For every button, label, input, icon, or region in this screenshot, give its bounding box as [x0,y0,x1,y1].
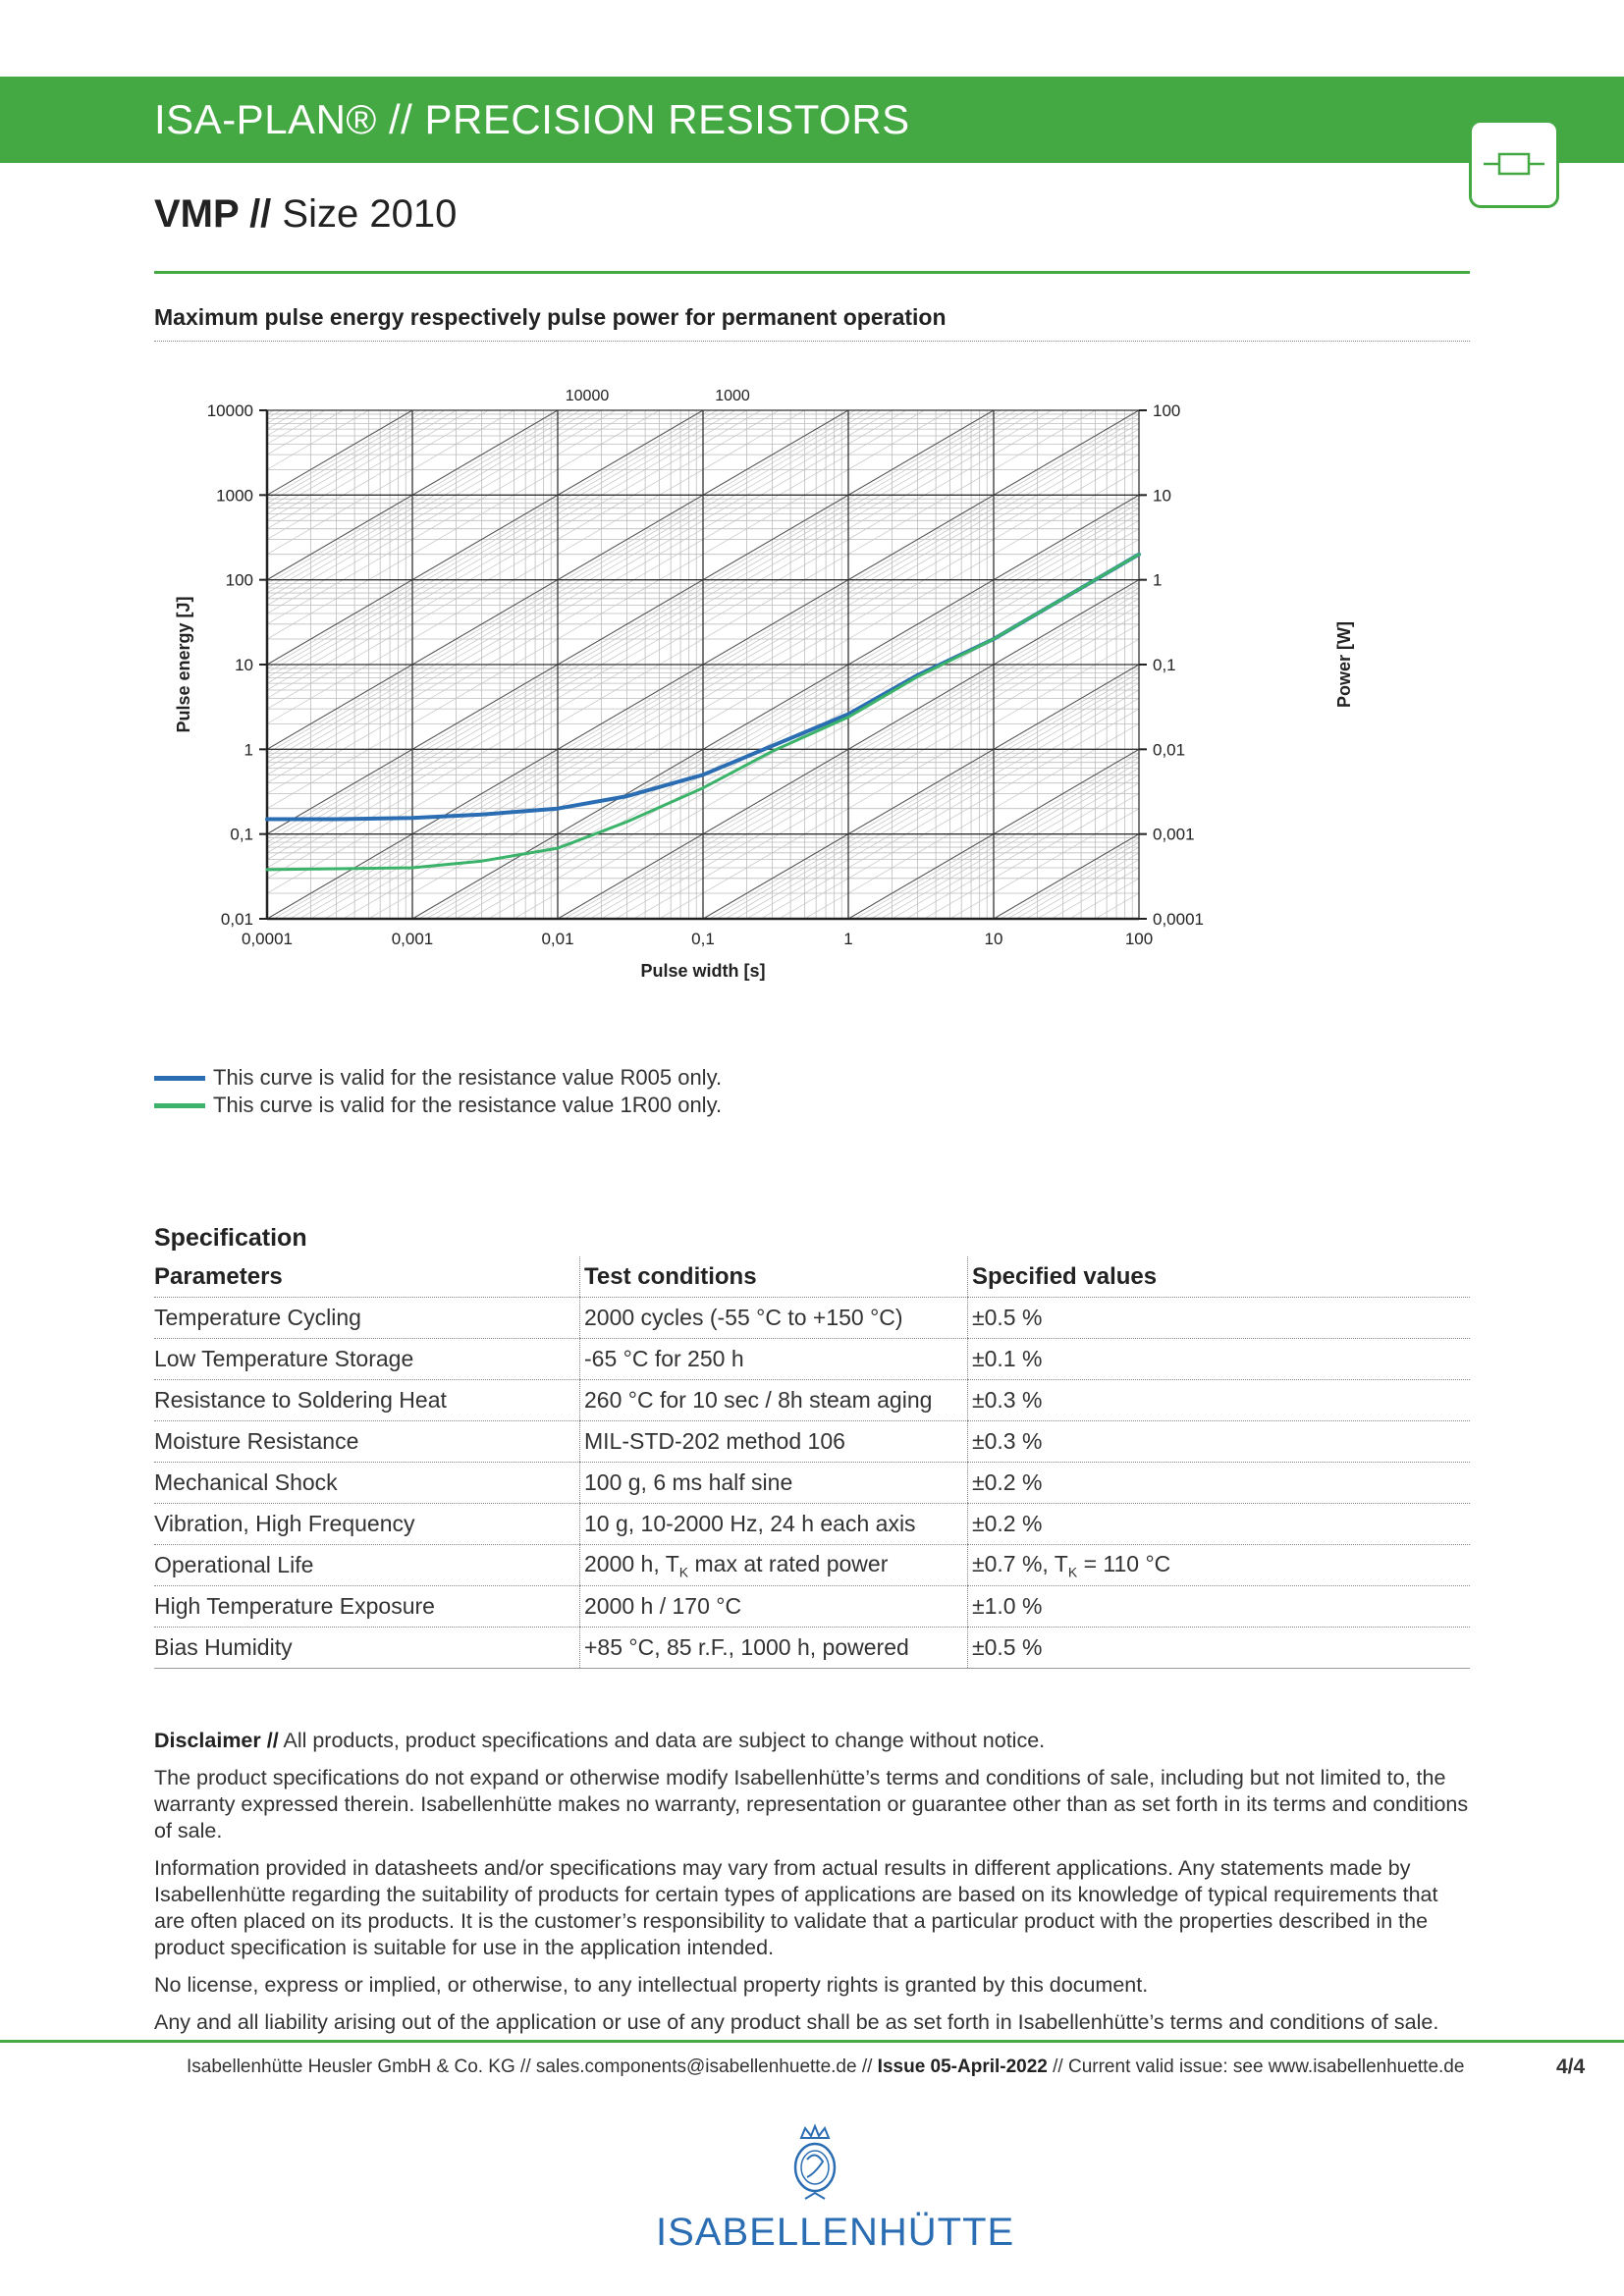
cell-test-condition-text: 100 g, 6 ms half sine [584,1469,793,1495]
cell-test-condition-text: +85 °C, 85 r.F., 1000 h, powered [584,1634,909,1660]
cell-test-condition [580,1586,968,1628]
cell-specified-value [968,1586,1471,1628]
diagonal-power-minor [267,363,1139,385]
cell-parameter [154,1421,580,1463]
cell-parameter-text: Vibration, High Frequency [154,1511,415,1536]
footer-rule [0,2040,1624,2043]
cell-specified-value [968,1339,1471,1380]
disclaimer-label: Disclaimer // [154,1729,279,1752]
cell-test-condition-text: -65 °C for 250 h [584,1346,744,1371]
header-test-conditions: Test conditions [580,1256,968,1298]
cell-specified-value-text: ±0.2 % [972,1469,1043,1495]
cell-test-condition [580,1380,968,1421]
cell-specified-value [968,1545,1471,1586]
diagonal-power-minor [267,363,1139,370]
y2-tick-label: 0,01 [1153,740,1186,760]
cell-specified-value [968,1380,1471,1421]
footer-issue: Issue 05-April-2022 [877,2056,1048,2077]
x-tick-label: 100 [1124,930,1154,948]
spec-title: Specification [154,1224,307,1252]
cell-test-condition [580,1628,968,1669]
y2-tick-label: 0,1 [1153,656,1176,674]
cell-specified-value-text: ±0.2 % [972,1511,1043,1536]
disclaimer [154,1728,1470,2047]
cell-parameter-text: Temperature Cycling [154,1305,361,1330]
x-tick-label: 0,01 [541,930,574,948]
cell-specified-value [968,1463,1471,1504]
table-row [154,1628,1470,1669]
crown-crest-icon [776,2120,854,2218]
x-axis-label: Pulse width [s] [640,961,766,981]
cell-parameter-text: Bias Humidity [154,1634,293,1660]
y2-tick-label: 10 [1153,486,1171,506]
cell-parameter [154,1380,580,1421]
y-tick-label: 0,1 [230,825,253,844]
cell-test-condition [580,1504,968,1545]
chart-heading: Maximum pulse energy respectively pulse power for permanent operation [154,304,947,330]
table-row [154,1380,1470,1421]
x-tick-label: 10 [984,930,1003,948]
cell-test-condition [580,1463,968,1504]
y2-tick-label: 0,0001 [1153,910,1204,929]
legend-item-r005 [154,1064,722,1092]
diagonal-power-minor [267,944,1139,1021]
disclaimer-p4: Any and all liability arising out of the application or use of any product shall be as set forth in Isabellenhütte’s terms and conditions of sale. [154,2010,1439,2034]
cell-parameter-text: Moisture Resistance [154,1428,359,1454]
cell-specified-value-text: ±0.5 % [972,1634,1043,1660]
product-size: Size 2010 [282,192,458,236]
x-tick-label: 1 [843,930,853,948]
disclaimer-p3: No license, express or implied, or otherwise, to any intellectual property rights is granted by this document. [154,1973,1149,1997]
table-row [154,1545,1470,1586]
footer-text [187,2056,1464,2078]
cell-test-condition [580,1298,968,1339]
footer-company: Isabellenhütte Heusler GmbH & Co. KG // sales.components@isabellenhuette.de // [187,2056,873,2077]
x-tick-label: 0,001 [391,930,434,948]
cell-test-condition-text: MIL-STD-202 method 106 [584,1428,845,1454]
cell-parameter-text: Resistance to Soldering Heat [154,1387,447,1413]
legend-item-1r00 [154,1092,722,1119]
brand-wordmark: ISABELLENHÜTTE [656,2211,1015,2254]
cell-test-condition-text: 2000 cycles (-55 °C to +150 °C) [584,1305,903,1330]
y-tick-label: 1000 [216,486,253,506]
page-number: 4/4 [1556,2056,1586,2078]
cell-parameter-text: Operational Life [154,1552,314,1577]
top-diagonal-label: 1000 [715,388,750,404]
cell-specified-value [968,1628,1471,1669]
y-tick-label: 10 [235,656,253,674]
legend-swatch-blue [154,1076,205,1081]
y-tick-label: 100 [225,570,253,590]
y2-tick-label: 1 [1153,570,1163,590]
x-tick-label: 0,1 [691,930,715,948]
cell-test-condition-text: 260 °C for 10 sec / 8h steam aging [584,1387,933,1413]
cell-parameter [154,1586,580,1628]
cell-specified-value-text: ±0.7 %, T [972,1550,1068,1576]
cell-test-condition-text: 10 g, 10-2000 Hz, 24 h each axis [584,1511,916,1536]
cell-parameter [154,1504,580,1545]
diagonal-power-minor [267,363,1139,414]
resistor-icon [1469,120,1559,208]
legend-label: This curve is valid for the resistance value 1R00 only. [213,1093,723,1117]
table-row [154,1339,1470,1380]
cell-parameter [154,1298,580,1339]
cell-test-condition [580,1339,968,1380]
product-name: VMP // [154,192,272,236]
cell-parameter [154,1463,580,1504]
top-diagonal-label: 10000 [565,388,610,404]
cell-test-condition-text: 2000 h, T [584,1550,679,1576]
y2-tick-label: 100 [1153,401,1181,420]
header-specified-values: Specified values [968,1256,1471,1298]
series-title: ISA-PLAN® // PRECISION RESISTORS [154,96,910,142]
pulse-energy-chart [154,363,1470,1021]
table-row [154,1298,1470,1339]
cell-specified-value-subscript: K [1067,1564,1078,1580]
diagonal-power-major [267,1003,1139,1021]
table-header-row [154,1256,1470,1298]
cell-test-condition [580,1421,968,1463]
cell-parameter-text: High Temperature Exposure [154,1593,435,1619]
y-tick-label: 10000 [206,401,253,420]
y-tick-label: 0,01 [220,910,253,929]
spec-table [154,1256,1470,1669]
cell-parameter [154,1628,580,1669]
disclaimer-p2: Information provided in datasheets and/or specifications may vary from actual results in different applications. Any statements made by Isabellenhütte regarding the suitability of products for certain types of applications are based on its knowledge of typical requirements that are often placed on its products. It is the customer’s responsibility to validate that a particular product with the properties described in the product specification is suitable for use in the application intended. [154,1856,1438,1959]
disclaimer-first: All products, product specifications and data are subject to change without notice. [283,1729,1046,1752]
cell-test-condition-text: 2000 h / 170 °C [584,1593,742,1619]
cell-specified-value-text: ±0.3 % [972,1387,1043,1413]
diagonal-power-minor [267,978,1139,1021]
cell-specified-value-text: ±0.1 % [972,1346,1043,1371]
cell-specified-value-text: ±0.5 % [972,1305,1043,1330]
cell-parameter-text: Mechanical Shock [154,1469,338,1495]
disclaimer-intro [154,1728,1470,1754]
cell-specified-value-tail: = 110 °C [1077,1550,1171,1576]
y-axis-label: Pulse energy [J] [174,596,193,733]
cell-specified-value [968,1298,1471,1339]
cell-test-condition-subscript: K [678,1564,689,1580]
table-row [154,1463,1470,1504]
cell-parameter [154,1339,580,1380]
cell-specified-value-text: ±1.0 % [972,1593,1043,1619]
cell-test-condition-tail: max at rated power [688,1550,889,1576]
diagonal-power-major [267,363,1139,410]
cell-specified-value [968,1421,1471,1463]
disclaimer-p1: The product specifications do not expand or otherwise modify Isabellenhütte’s terms and conditions of sale, including but not limited to, the warranty expressed therein. Isabellenhütte makes no warranty, representation or guarantee other than as set forth in its terms and conditions of sale. [154,1766,1469,1842]
product-title [154,192,457,237]
footer-current: // Current valid issue: see www.isabellenhuette.de [1053,2056,1465,2077]
header-parameters: Parameters [154,1256,580,1298]
table-row [154,1586,1470,1628]
y-tick-label: 1 [244,740,253,760]
table-row [154,1421,1470,1463]
y2-tick-label: 0,001 [1153,825,1195,844]
cell-parameter [154,1545,580,1586]
cell-specified-value [968,1504,1471,1545]
table-row [154,1504,1470,1545]
y2-axis-label: Power [W] [1334,621,1354,708]
cell-test-condition [580,1545,968,1586]
legend-label: This curve is valid for the resistance value R005 only. [213,1065,723,1090]
section-divider [154,271,1470,274]
header-bar [0,77,1624,163]
cell-specified-value-text: ±0.3 % [972,1428,1043,1454]
x-tick-label: 0,0001 [242,930,293,948]
heading-rule [154,341,1470,342]
chart-legend [154,1064,722,1119]
legend-swatch-green [154,1103,205,1108]
cell-parameter-text: Low Temperature Storage [154,1346,414,1371]
